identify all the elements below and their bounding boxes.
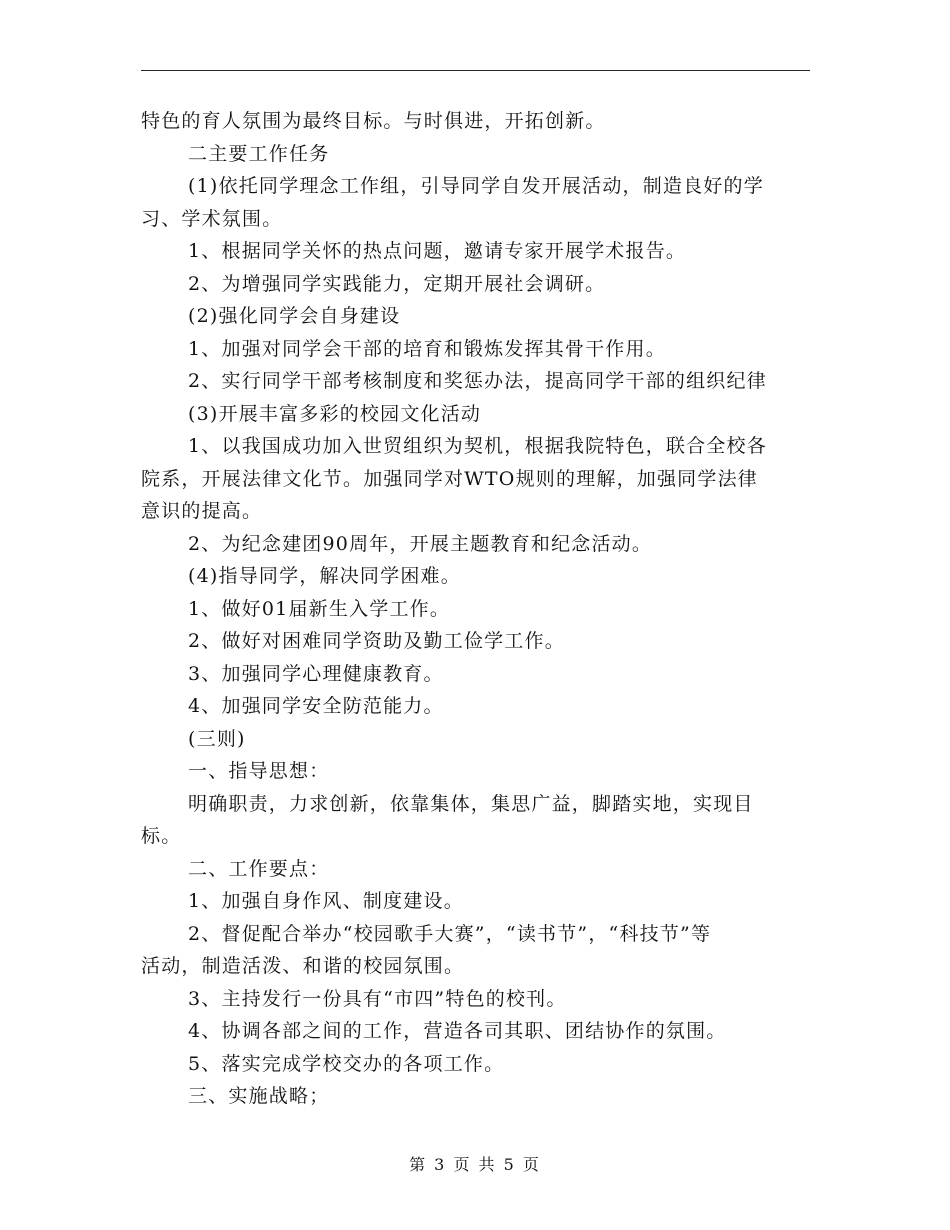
- text-line: 二主要工作任务: [188, 142, 330, 165]
- text-line: 1、以我国成功加入世贸组织为契机，根据我院特色，联合全校各: [188, 435, 767, 457]
- header-rule: [141, 70, 810, 71]
- text-line: 4、协调各部之间的工作，营造各司其职、团结协作的氛围。: [188, 1020, 727, 1042]
- text-line: 3、主持发行一份具有“市四”特色的校刊。: [188, 987, 567, 1010]
- text-line: 2、为纪念建团90周年，开展主题教育和纪念活动。: [188, 532, 653, 555]
- text-line: 意识的提高。: [141, 500, 263, 522]
- page-number-footer: 第 3 页 共 5 页: [409, 1155, 541, 1174]
- text-line: 5、落实完成学校交办的各项工作。: [188, 1052, 505, 1075]
- text-line: 2、为增强同学实践能力，定期开展社会调研。: [188, 272, 606, 295]
- text-line: 特色的育人氛围为最终目标。与时俱进，开拓创新。: [141, 110, 606, 132]
- text-line: 1、加强对同学会干部的培育和锻炼发挥其骨干作用。: [188, 337, 666, 360]
- text-line: (1)依托同学理念工作组，引导同学自发开展活动，制造良好的学: [188, 175, 764, 197]
- text-line: 2、督促配合举办“校园歌手大赛”，“读书节”，“科技节”等: [188, 922, 712, 945]
- text-line: (三则): [188, 727, 246, 750]
- text-line: 三、实施战略；: [188, 1085, 330, 1107]
- text-line: 4、加强同学安全防范能力。: [188, 695, 444, 717]
- text-line: 3、加强同学心理健康教育。: [188, 662, 444, 685]
- text-line: 一、指导思想：: [188, 760, 330, 782]
- document-body: [141, 105, 810, 1113]
- text-line: 1、根据同学关怀的热点问题，邀请专家开展学术报告。: [188, 240, 687, 262]
- text-line: 活动，制造活泼、和谐的校园氛围。: [141, 955, 465, 977]
- text-line: 明确职责，力求创新，依靠集体，集思广益，脚踏实地，实现目: [188, 792, 754, 815]
- text-line: 习、学术氛围。: [141, 207, 283, 230]
- text-line: 院系，开展法律文化节。加强同学对WTO规则的理解，加强同学法律: [141, 467, 758, 490]
- text-line: 二、工作要点：: [188, 857, 330, 880]
- text-line: 2、实行同学干部考核制度和奖惩办法，提高同学干部的组织纪律: [188, 370, 767, 392]
- text-line: (4)指导同学，解决同学困难。: [188, 565, 461, 587]
- text-line: 1、做好01届新生入学工作。: [188, 597, 451, 620]
- text-line: (3)开展丰富多彩的校园文化活动: [188, 402, 482, 425]
- text-line: 2、做好对困难同学资助及勤工俭学工作。: [188, 630, 565, 652]
- text-line: 标。: [141, 825, 182, 847]
- text-line: (2)强化同学会自身建设: [188, 305, 401, 327]
- text-line: 1、加强自身作风、制度建设。: [188, 890, 464, 912]
